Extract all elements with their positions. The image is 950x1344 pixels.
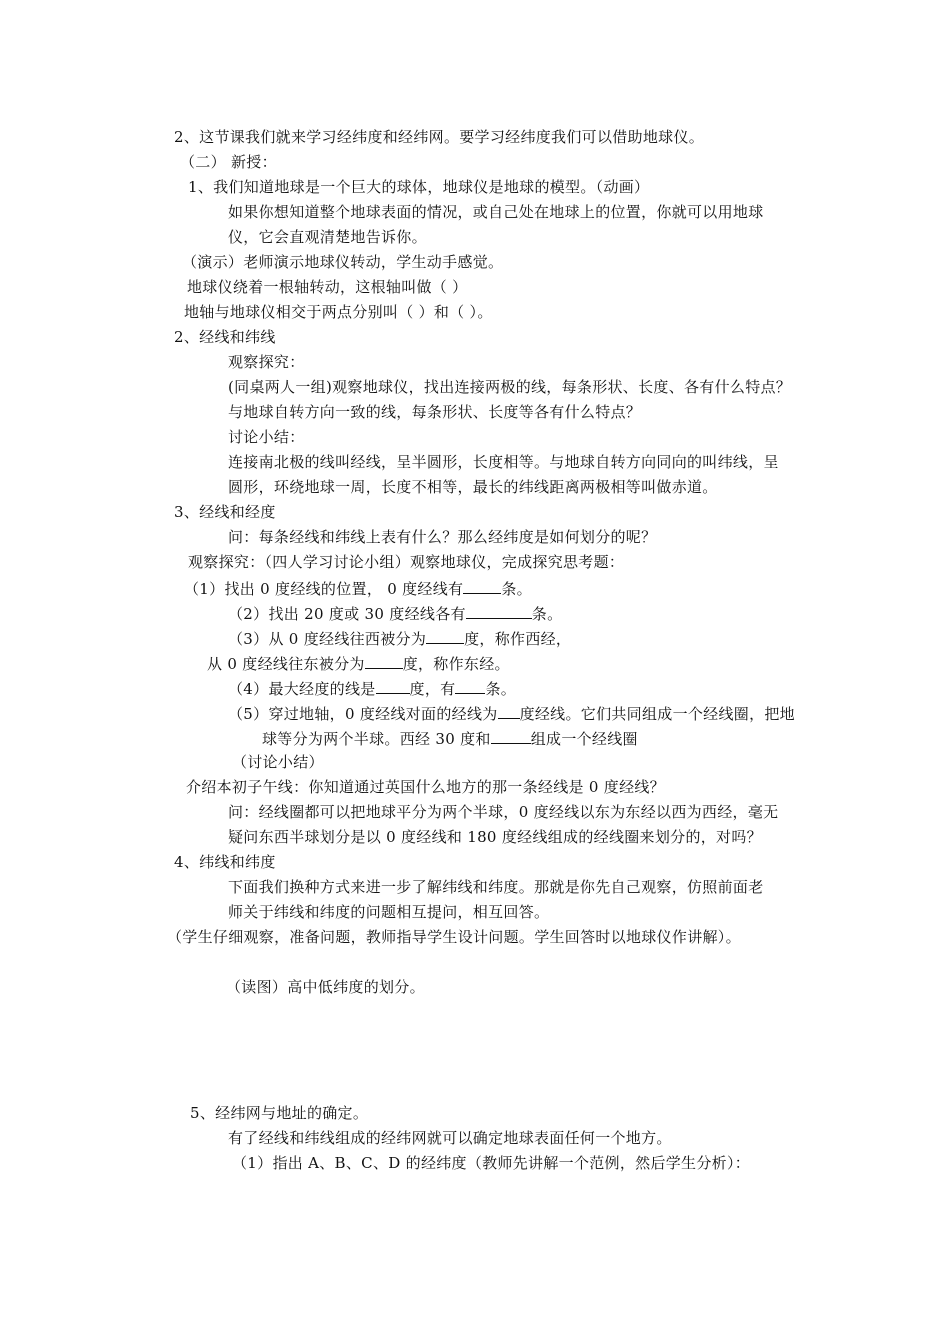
- text-line: 圆形，环绕地球一周，长度不相等，最长的纬线距离两极相等叫做赤道。: [228, 478, 718, 496]
- question-text: （5）穿过地轴，0 度经线对面的经线为: [228, 705, 498, 723]
- answer-blank[interactable]: [491, 726, 531, 744]
- text-line: （学生仔细观察，准备问题，教师指导学生设计问题。学生回答时以地球仪作讲解）。: [167, 928, 741, 946]
- text-line: 师关于纬线和纬度的问题相互提问，相互回答。: [228, 903, 550, 921]
- question-line: [207, 651, 510, 673]
- text-line: 有了经线和纬线组成的经纬网就可以确定地球表面任何一个地方。: [228, 1129, 672, 1147]
- text-line: （讨论小结）: [232, 753, 324, 771]
- text-line: 观察探究：（四人学习讨论小组）观察地球仪，完成探究思考题：: [188, 553, 625, 571]
- text-line: 问：每条经线和纬线上表有什么？那么经纬度是如何划分的呢？: [228, 528, 657, 546]
- section-heading: 4、纬线和纬度: [174, 853, 276, 871]
- question-line: [228, 601, 562, 623]
- answer-blank[interactable]: [426, 626, 464, 644]
- text-line: 1、我们知道地球是一个巨大的球体，地球仪是地球的模型。（动画）: [188, 178, 650, 196]
- text-line: (同桌两人一组)观察地球仪，找出连接两极的线，每条形状、长度、各有什么特点？: [228, 378, 792, 396]
- text-line: 下面我们换种方式来进一步了解纬线和纬度。那就是你先自己观察，仿照前面老: [228, 878, 764, 896]
- text-line: 介绍本初子午线：你知道通过英国什么地方的那一条经线是 0 度经线？: [186, 778, 665, 796]
- question-line: [228, 626, 571, 648]
- question-text: 条。: [531, 605, 563, 623]
- question-text: （4）最大经度的线是: [228, 680, 376, 698]
- question-text: 度，有: [409, 680, 456, 698]
- section-heading: 2、经线和纬线: [174, 328, 276, 346]
- answer-blank[interactable]: [455, 676, 485, 694]
- answer-blank[interactable]: [376, 676, 410, 694]
- question-text: 球等分为两个半球。西经 30 度和: [262, 730, 491, 748]
- section-heading: （二） 新授：: [180, 153, 277, 171]
- question-text: （2）找出 20 度或 30 度经线各有: [228, 605, 466, 623]
- text-line: 连接南北极的线叫经线，呈半圆形，长度相等。与地球自转方向同向的叫纬线，呈: [228, 453, 779, 471]
- text-line: 疑问东西半球划分是以 0 度经线和 180 度经线组成的经线圈来划分的，对吗？: [228, 828, 762, 846]
- text-line: 讨论小结：: [228, 428, 305, 446]
- question-text: （1）找出 0 度经线的位置， 0 度经线有: [184, 580, 464, 598]
- question-text: （3）从 0 度经线往西被分为: [228, 630, 427, 648]
- text-line: 与地球自转方向一致的线，每条形状、长度等各有什么特点？: [228, 403, 642, 421]
- text-line: 地球仪绕着一根轴转动，这根轴叫做（ ）: [187, 278, 468, 296]
- question-line: [228, 701, 795, 723]
- question-text: 度，称作东经。: [402, 655, 510, 673]
- section-heading: 5、经纬网与地址的确定。: [190, 1104, 369, 1122]
- text-line: 如果你想知道整个地球表面的情况，或自己处在地球上的位置，你就可以用地球: [228, 203, 764, 221]
- question-line: [262, 726, 638, 748]
- text-line: 2、这节课我们就来学习经纬度和经纬网。要学习经纬度我们可以借助地球仪。: [174, 128, 705, 146]
- text-line: 问：经线圈都可以把地球平分为两个半球，0 度经线以东为东经以西为西经，毫无: [228, 803, 779, 821]
- text-line: （读图）高中低纬度的划分。: [226, 978, 425, 996]
- answer-blank[interactable]: [463, 576, 501, 594]
- question-line: [228, 676, 516, 698]
- question-text: 度经线。它们共同组成一个经线圈，把地: [519, 705, 795, 723]
- answer-blank[interactable]: [365, 651, 403, 669]
- question-text: 组成一个经线圈: [530, 730, 638, 748]
- text-line: 仪，它会直观清楚地告诉你。: [228, 228, 427, 246]
- text-line: 观察探究：: [228, 353, 305, 371]
- question-text: 条。: [501, 580, 532, 598]
- text-line: 地轴与地球仪相交于两点分别叫（ ）和（ ）。: [184, 303, 493, 321]
- question-text: 从 0 度经线往东被分为: [207, 655, 365, 673]
- answer-blank[interactable]: [498, 701, 520, 719]
- text-line: （演示）老师演示地球仪转动，学生动手感觉。: [182, 253, 504, 271]
- question-text: 度，称作西经，: [464, 630, 572, 648]
- section-heading: 3、经线和经度: [174, 503, 276, 521]
- question-line: [184, 576, 532, 598]
- answer-blank[interactable]: [466, 601, 532, 619]
- text-line: （1）指出 A、B、C、D 的经纬度（教师先讲解一个范例，然后学生分析）：: [232, 1154, 751, 1172]
- question-text: 条。: [485, 680, 517, 698]
